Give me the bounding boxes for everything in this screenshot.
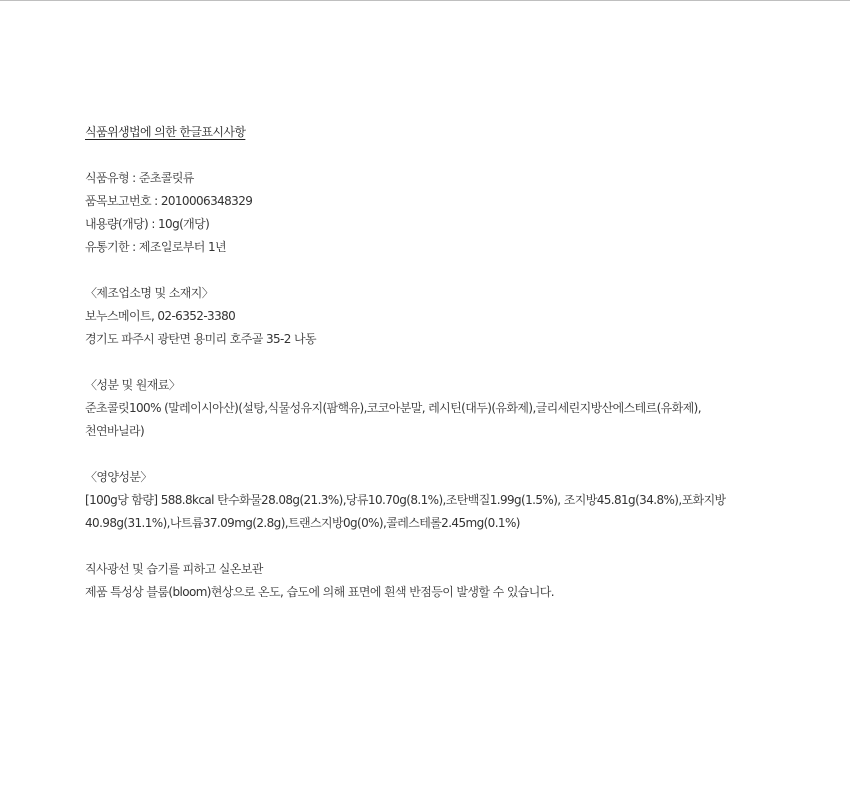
basic-info-section [85,167,785,259]
food-type-line: 식품유형 : 준초콜릿류 [85,171,194,185]
manufacturer-heading: 〈제조업소명 및 소재지〉 [85,286,214,300]
manufacturer-address-line: 경기도 파주시 광탄면 용미리 호주골 35-2 나동 [85,332,316,346]
nutrition-section [85,466,785,535]
manufacturer-section [85,282,785,351]
top-divider [0,0,850,1]
expiry-line: 유통기한 : 제조일로부터 1년 [85,240,227,254]
ingredients-line-1: 준초콜릿100% (말레이시아산)(설탕,식물성유지(팜핵유),코코아분말, 레시틴(대두)(유화제),글리세린지방산에스테르(유화제), [85,401,701,415]
bloom-notice-line: 제품 특성상 블룸(bloom)현상으로 온도, 습도에 의해 표면에 흰색 반점등이 발생할 수 있습니다. [85,585,554,599]
storage-section [85,558,785,604]
nutrition-line-1: [100g당 함량] 588.8kcal 탄수화물28.08g(21.3%),당류10.70g(8.1%),조탄백질1.99g(1.5%), 조지방45.81g(34.8%),포화지방 [85,493,726,507]
ingredients-heading: 〈성분 및 원재료〉 [85,378,181,392]
ingredients-section [85,374,785,443]
net-content-line: 내용량(개당) : 10g(개당) [85,217,210,231]
nutrition-line-2: 40.98g(31.1%),나트륨37.09mg(2.8g),트랜스지방0g(0%),콜레스테롤2.45mg(0.1%) [85,516,520,530]
label-title: 식품위생법에 의한 한글표시사항 [85,125,246,139]
ingredients-line-2: 천연바닐라) [85,424,145,438]
storage-instruction-line: 직사광선 및 습기를 피하고 실온보관 [85,562,263,576]
manufacturer-name-line: 보누스메이트, 02-6352-3380 [85,309,236,323]
nutrition-heading: 〈영양성분〉 [85,470,152,484]
food-label-content [85,121,785,604]
report-number-line: 품목보고번호 : 2010006348329 [85,194,253,208]
